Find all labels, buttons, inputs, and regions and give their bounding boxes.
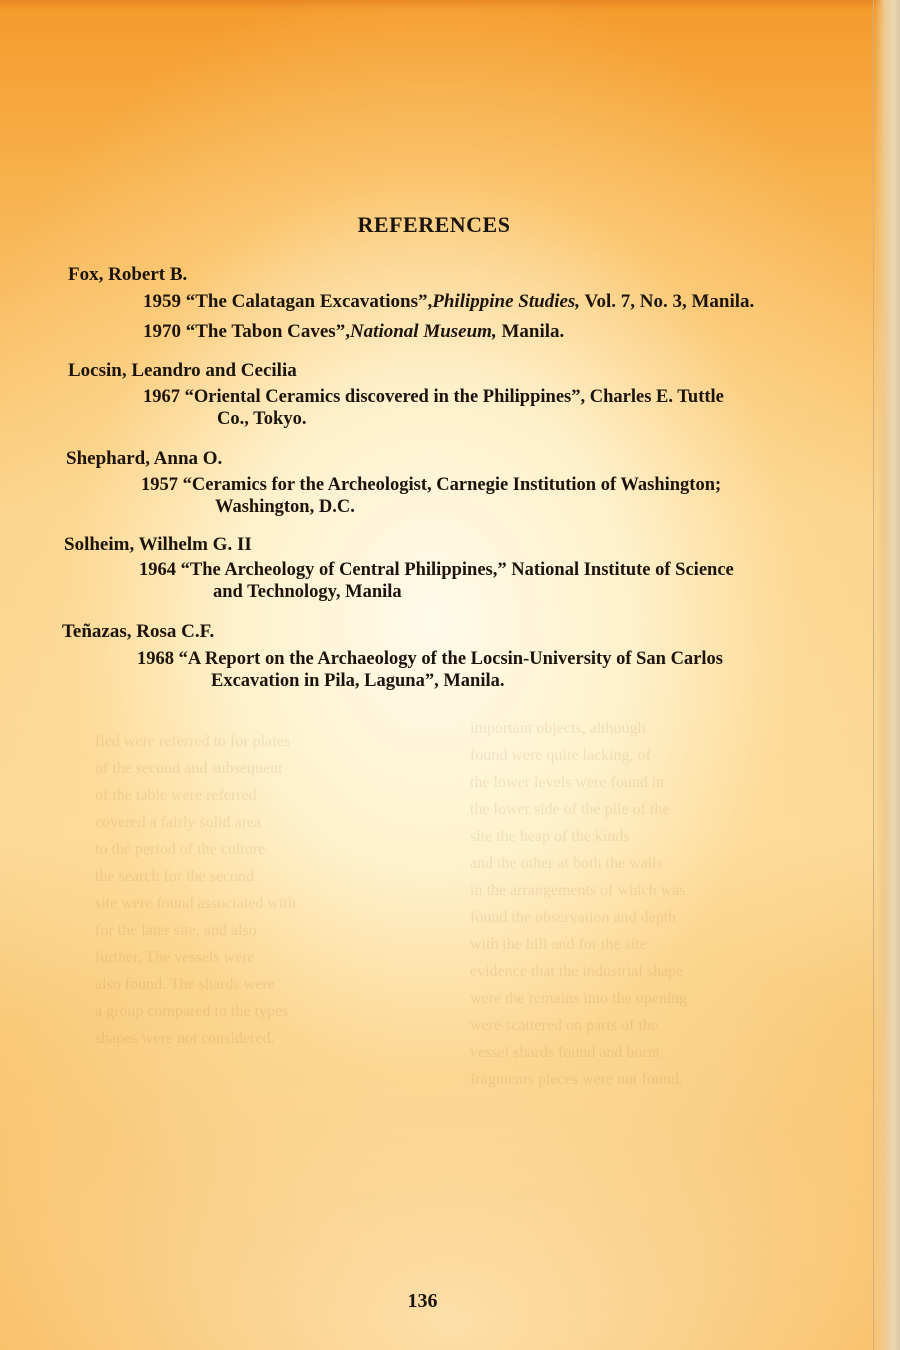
entry-publication: Philippine Studies, (432, 291, 581, 312)
reference-entry (141, 474, 801, 518)
entry-publication: National Museum, (349, 321, 497, 342)
page-title: REFERENCES (357, 212, 511, 237)
reference-entry (137, 648, 807, 692)
reference-entry (143, 386, 803, 430)
show-through-text-left: fied were referred to for plates of the second and subsequent of the table were referred covered a fairly solid area to the period of the culture the search for the second site were found associated with for the later site, and also further. The vessels were also found. The shards were a group compared to the types shapes were not considered. (95, 733, 296, 1047)
entry-year: 1959 (143, 291, 181, 312)
page-right-edge (873, 0, 900, 1350)
reference-author: Locsin, Leandro and Cecilia (68, 360, 297, 381)
entry-text-continued: and Technology, Manila (213, 582, 402, 602)
page-top-edge (0, 0, 900, 10)
entry-year: 1970 (143, 321, 181, 342)
entry-year: 1964 (139, 560, 176, 580)
reference-author: Solheim, Wilhelm G. II (64, 534, 252, 555)
entry-title: “The Calatagan Excavations”, (185, 291, 433, 312)
reference-entry (143, 291, 754, 313)
entry-title: “The Tabon Caves”, (185, 321, 350, 342)
entry-details: Vol. 7, No. 3, Manila. (580, 291, 755, 312)
entry-text-continued: Washington, D.C. (215, 497, 355, 517)
page-number: 136 (407, 1290, 438, 1312)
entry-text-continued: Co., Tokyo. (217, 409, 307, 429)
entry-text: “The Archeology of Central Philippines,” National Institute of Science (180, 560, 734, 580)
reference-author: Teñazas, Rosa C.F. (62, 621, 215, 642)
entry-text: “Oriental Ceramics discovered in the Philippines”, Charles E. Tuttle (184, 387, 724, 407)
entry-year: 1957 (141, 475, 178, 495)
entry-text: “Ceramics for the Archeologist, Carnegie Institution of Washington; (182, 475, 722, 495)
entry-text-continued: Excavation in Pila, Laguna”, Manila. (211, 671, 505, 691)
entry-year: 1967 (143, 387, 180, 407)
reference-entry (143, 321, 564, 343)
entry-text: “A Report on the Archaeology of the Locsin-University of San Carlos (178, 649, 723, 669)
entry-details: Manila. (496, 321, 565, 342)
entry-year: 1968 (137, 649, 174, 669)
reference-author: Shephard, Anna O. (66, 448, 223, 469)
show-through-text-right: important objects, although found were quite lacking, of the lower levels were found in the lower side of the pile of the site the heap of the kinds and the other at both the walls in the arrangements of which was found the observation and depth with the hill and for the site evidence that the industrial shape were the remains into the opening were scattered on parts of the vessel shards found and burnt fragments pieces were not found. (470, 720, 688, 1088)
reference-author: Fox, Robert B. (68, 264, 188, 285)
reference-entry (139, 559, 809, 603)
